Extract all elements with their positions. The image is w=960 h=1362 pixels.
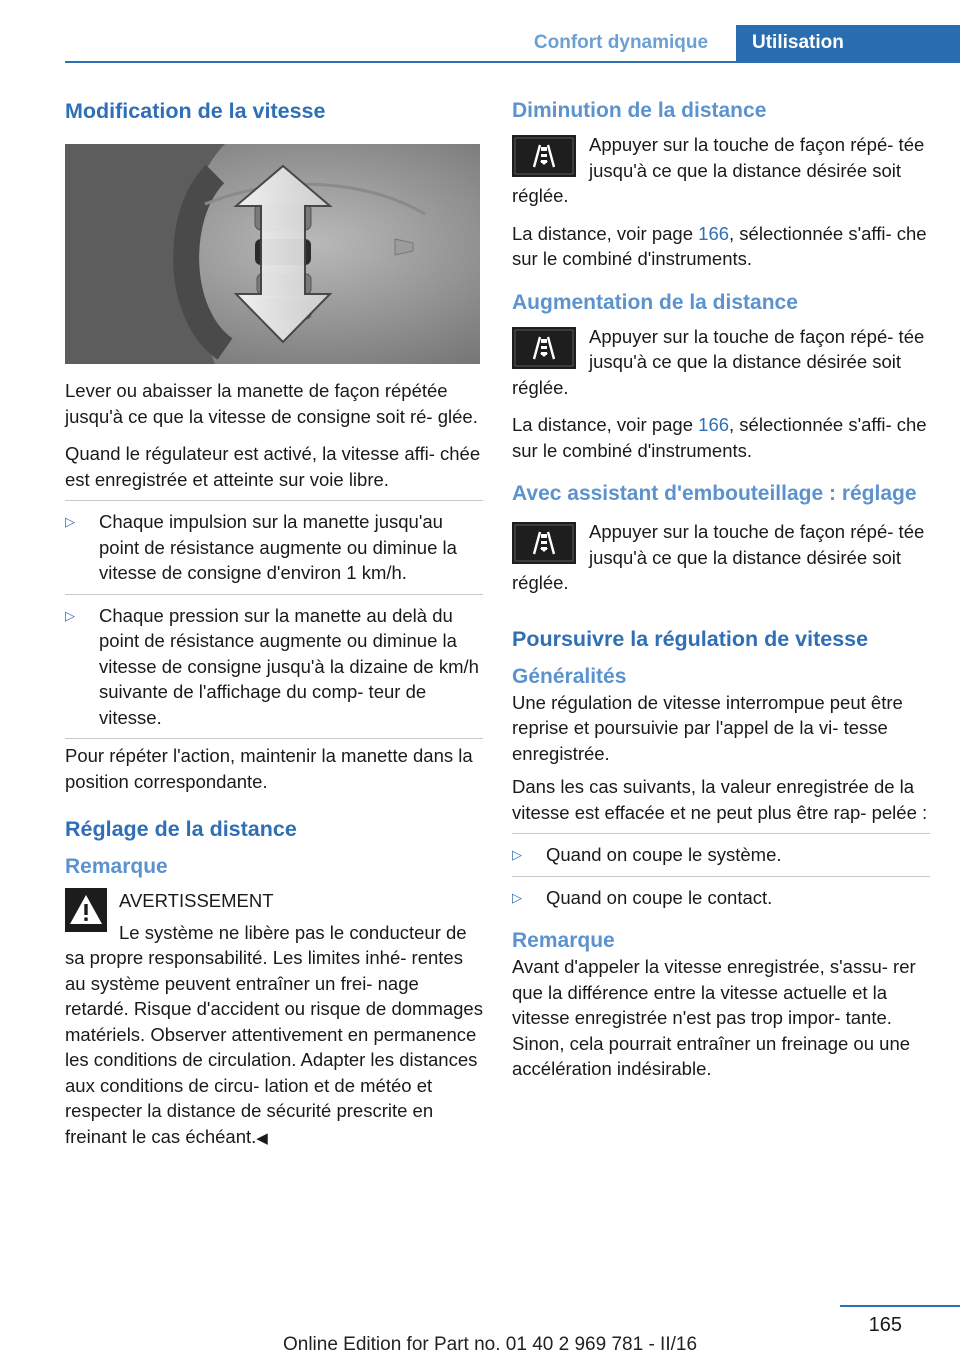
paragraph: La distance, voir page 166, sélectionnée s'affi‐ che sur le combiné d'instruments. (512, 414, 927, 461)
paragraph: Avant d'appeler la vitesse enregistrée, s'assu‐ rer que la différence entre la vitesse actuelle et la vitesse enregistrée n'est pas trop impor‐ tante. Sinon, cela pourrait entraîner un freinage ou une accélération indésirable. (512, 956, 916, 1079)
header-rule (65, 61, 960, 63)
paragraph: Quand le régulateur est activé, la vitesse affi‐ chée est enregistrée et atteinte sur voie libre. (65, 443, 481, 490)
warning-title: AVERTISSEMENT (119, 890, 274, 911)
warning-triangle-icon (65, 888, 107, 932)
bullet-list (65, 509, 483, 730)
footer-rule (840, 1305, 960, 1307)
paragraph: Pour répéter l'action, maintenir la manette dans la position correspondante. (65, 745, 473, 792)
list-item: ▷ Quand on coupe le système. (512, 842, 930, 868)
distance-button-icon (512, 522, 576, 564)
page-link[interactable]: 166 (698, 222, 730, 244)
heading-reglage-distance: Réglage de la distance (65, 817, 297, 841)
page-link[interactable]: 166 (698, 414, 730, 435)
triangle-bullet-icon: ▷ (512, 889, 522, 905)
paragraph: Appuyer sur la touche de façon répé‐ tée jusqu'à ce que la distance désirée soit réglée. (512, 134, 925, 206)
heading-assistant-embouteillage: Avec assistant d'embouteillage : réglage (512, 482, 917, 505)
bullet-list (512, 842, 930, 910)
paragraph: Dans les cas suivants, la valeur enregistrée de la vitesse est effacée et ne peut plus être rap‐ pelée : (512, 776, 928, 823)
warning-block (65, 888, 483, 1151)
triangle-bullet-icon: ▷ (65, 514, 75, 529)
tab-utilisation[interactable]: Utilisation (736, 25, 960, 63)
tab-confort-dynamique[interactable]: Confort dynamique (533, 32, 709, 53)
traffic-block (512, 519, 930, 596)
edition-footer: Online Edition for Part no. 01 40 2 969 781 - II/16 (282, 1334, 698, 1355)
heading-poursuivre-regulation: Poursuivre la régulation de vitesse (512, 626, 869, 651)
left-column (65, 98, 483, 1151)
list-item: ▷ Chaque impulsion sur la manette jusqu'au point de résistance augmente ou diminue la vitesse de consigne d'environ 1 km/h. (65, 511, 457, 583)
triangle-bullet-icon: ▷ (65, 607, 75, 623)
distance-button-icon (512, 327, 576, 369)
paragraph: Appuyer sur la touche de façon répé‐ tée jusqu'à ce que la distance désirée soit réglée. (512, 325, 925, 398)
distance-button-icon (512, 135, 576, 177)
heading-diminution-distance: Diminution de la distance (512, 99, 767, 122)
page-number: 165 (868, 1314, 902, 1336)
inc-block (512, 324, 930, 401)
heading-generalites: Généralités (512, 664, 627, 688)
warning-text: Le système ne libère pas le conducteur de sa propre responsabilité. Les limites inhé‐ rentes au système peuvent entraîner un frei‐ nage retardé. Risque d'accident ou risque de dommages matériels. Observer attentivement en permanence les conditions de circulation. Adapter les distances aux conditions de circu‐ lation et de météo et respecter la distance de sécurité prescrite en freinant le cas échéant.◀ (65, 921, 483, 1147)
paragraph: Lever ou abaisser la manette de façon répétée jusqu'à ce que la vitesse de consigne soit ré‐ glée. (65, 380, 478, 427)
paragraph: La distance, voir page 166, sélectionnée s'affi‐ che sur le combiné d'instruments. (512, 222, 927, 269)
list-item: ▷ Quand on coupe le contact. (512, 885, 930, 911)
triangle-bullet-icon: ▷ (512, 847, 522, 862)
list-item: ▷ Chaque pression sur la manette au delà du point de résistance augmente ou diminue la vitesse de consigne jusqu'à la dizaine de km/h suivante de l'affichage du comp‐ teur de vitesse. (65, 604, 479, 728)
paragraph: Appuyer sur la touche de façon répé‐ tée jusqu'à ce que la distance désirée soit réglée. (512, 521, 925, 593)
dec-block (512, 132, 930, 209)
right-column (512, 98, 930, 1082)
heading-remarque: Remarque (65, 855, 168, 878)
paragraph: Une régulation de vitesse interrompue peut être reprise et poursuivie par l'appel de la vi‐ tesse enregistrée. (512, 691, 903, 764)
heading-remarque: Remarque (512, 929, 615, 952)
end-mark-icon: ◀ (256, 1129, 268, 1147)
heading-modification-vitesse: Modification de la vitesse (65, 99, 326, 123)
steering-wheel-speed-control-photo (65, 144, 480, 364)
heading-augmentation-distance: Augmentation de la distance (512, 290, 798, 314)
